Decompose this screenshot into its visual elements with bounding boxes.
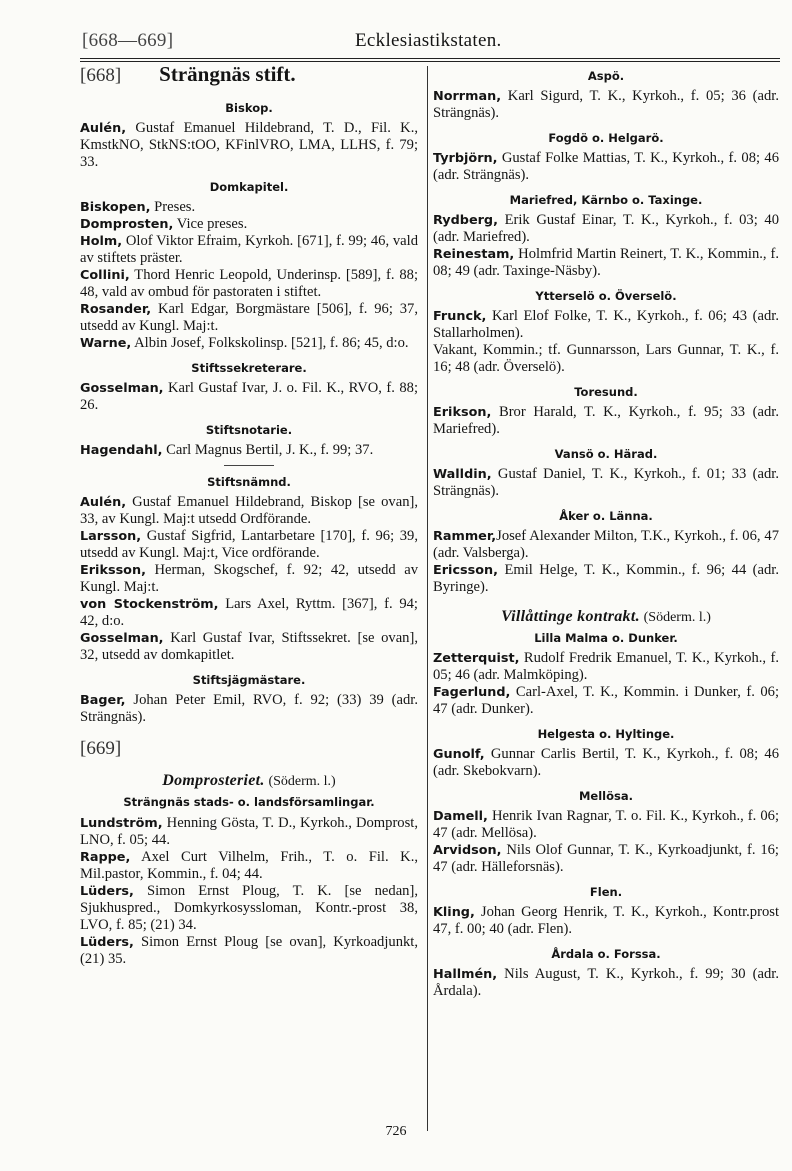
diocese-title: Strängnäs stift.	[159, 62, 296, 86]
entry-name: Warne,	[80, 336, 132, 351]
entry-text: Johan Peter Emil, RVO, f. 92; (33) 39 (adr. Strängnäs).	[80, 692, 418, 725]
entry-name: Erikson,	[433, 405, 492, 420]
section-heading: Domkapitel.	[209, 180, 289, 194]
separator-rule	[224, 465, 274, 466]
entry	[80, 528, 418, 562]
entry-name: Zetterquist,	[433, 651, 520, 666]
right-sections	[433, 68, 779, 596]
entry-text: Simon Ernst Ploug, T. K. [se nedan], Sjukhuspred., Domkyrkosyssloman, Kontr.-prost 38, LVO, f. 85; (21) 34.	[80, 883, 418, 933]
entry	[433, 342, 779, 376]
entry-text: Lars Axel, Ryttm. [367], f. 94; 42, d:o.	[80, 596, 418, 629]
entry	[433, 246, 779, 280]
entry-text: Gustaf Sigfrid, Lantarbetare [170], f. 96; 39, utsedd av Kungl. Maj:t, Vice ordförande.	[80, 528, 418, 561]
section-heading: Vansö o. Härad.	[554, 447, 658, 461]
entry	[433, 562, 779, 596]
section-heading: Lilla Malma o. Dunker.	[534, 631, 678, 645]
entry	[80, 199, 418, 216]
entry-text: Simon Ernst Ploug [se ovan], Kyrkoadjunkt, (21) 35.	[80, 934, 418, 967]
entry	[80, 120, 418, 171]
entry-text: Gustaf Daniel, T. K., Kyrkoh., f. 01; 33 (adr. Strängnäs).	[433, 466, 779, 499]
section-heading: Stiftsjägmästare.	[192, 673, 306, 687]
entry-text: Gustaf Emanuel Hildebrand, T. D., Fil. K., KmstkNO, StkNS:tOO, KFinlVRO, LMA, LLHS, f. 79; 33.	[80, 120, 418, 170]
entry	[80, 630, 418, 664]
entry	[80, 494, 418, 528]
kontrakt-region: (Söderm. l.)	[643, 610, 711, 625]
entry	[80, 335, 418, 352]
entry-text: Bror Harald, T. K., Kyrkoh., f. 95; 33 (adr. Mariefred).	[433, 404, 779, 437]
kontrakt-region: (Söderm. l.)	[268, 774, 336, 789]
entry	[433, 966, 779, 1000]
entry-text: Gustaf Emanuel Hildebrand, Biskop [se ovan], 33, av Kungl. Maj:t utsedd Ordförande.	[80, 494, 418, 527]
entry	[433, 904, 779, 938]
entry	[433, 528, 779, 562]
running-title: Ecklesiastikstaten.	[355, 30, 502, 51]
entry-name: Lüders,	[80, 884, 134, 899]
entry-text: Holmfrid Martin Reinert, T. K., Kommin., f. 08; 49 (adr. Taxinge-Näsby).	[433, 246, 779, 279]
entry-text: Emil Helge, T. K., Kommin., f. 96; 44 (adr. Byringe).	[433, 562, 779, 595]
entry-name: Gunolf,	[433, 747, 485, 762]
entry	[433, 88, 779, 122]
entry-text: Karl Sigurd, T. K., Kyrkoh., f. 05; 36 (adr. Strängnäs).	[433, 88, 779, 121]
entry-text: Nils August, T. K., Kyrkoh., f. 99; 30 (adr. Årdala).	[433, 966, 779, 999]
column-divider	[427, 66, 428, 1131]
section-heading: Fogdö o. Helgarö.	[548, 131, 664, 145]
entry	[433, 684, 779, 718]
entry	[433, 404, 779, 438]
entry	[80, 692, 418, 726]
entry	[80, 233, 418, 267]
entry-name: Collini,	[80, 268, 130, 283]
parish-entries	[80, 815, 418, 968]
kontrakt-heading	[80, 772, 418, 790]
entry	[80, 442, 418, 459]
diocese-heading	[80, 62, 418, 98]
kontrakt-heading-2	[433, 608, 779, 626]
right-column	[433, 66, 779, 1000]
entry-name: Rydberg,	[433, 213, 498, 228]
section-heading: Mellösa.	[578, 789, 633, 803]
entry-text: Carl Magnus Bertil, J. K., f. 99; 37.	[162, 442, 374, 458]
page-number: 726	[385, 1124, 407, 1139]
entry	[80, 883, 418, 934]
entry	[433, 650, 779, 684]
section-heading: Mariefred, Kärnbo o. Taxinge.	[509, 193, 703, 207]
entry	[433, 466, 779, 500]
kontrakt-title: Villåttinge kontrakt.	[501, 608, 640, 625]
entry-text: Rudolf Fredrik Emanuel, T. K., Kyrkoh., f. 05; 46 (adr. Malmköping).	[433, 650, 779, 683]
section-heading: Åker o. Länna.	[559, 509, 653, 523]
entry-name: von Stockenström,	[80, 597, 219, 612]
entry	[433, 212, 779, 246]
left-column	[80, 62, 418, 968]
entry-text: Albin Josef, Folkskolinsp. [521], f. 86; 45, d:o.	[131, 335, 409, 351]
entry	[433, 842, 779, 876]
entry-name: Fagerlund,	[433, 685, 511, 700]
kontrakt-title: Domprosteriet.	[162, 772, 265, 789]
entry	[433, 746, 779, 780]
entry-text: Carl-Axel, T. K., Kommin. i Dunker, f. 06; 47 (adr. Dunker).	[433, 684, 779, 717]
entry-name: Ericsson,	[433, 563, 499, 578]
page-marker: [668]	[80, 65, 122, 86]
entry-name: Tyrbjörn,	[433, 151, 498, 166]
entry	[80, 596, 418, 630]
entry-name: Rosander,	[80, 302, 152, 317]
section-heading: Årdala o. Forssa.	[551, 947, 661, 961]
entry-name: Eriksson,	[80, 563, 146, 578]
entry-name: Rammer,	[433, 529, 497, 544]
entry-text: Gunnar Carlis Bertil, T. K., Kyrkoh., f. 08; 46 (adr. Skebokvarn).	[433, 746, 779, 779]
entry-text: Olof Viktor Efraim, Kyrkoh. [671], f. 99; 46, vald av stiftets präster.	[80, 233, 418, 266]
entry-name: Holm,	[80, 234, 123, 249]
entry-name: Gosselman,	[80, 381, 164, 396]
entry-name: Walldin,	[433, 467, 492, 482]
entry	[433, 308, 779, 342]
entry-name: Arvidson,	[433, 843, 502, 858]
entry-text: Gustaf Folke Mattias, T. K., Kyrkoh., f. 08; 46 (adr. Strängnäs).	[433, 150, 779, 183]
section-heading: Aspö.	[587, 69, 625, 83]
entry-name: Domprosten,	[80, 217, 174, 232]
entry-text: Axel Curt Vilhelm, Frih., T. o. Fil. K., Mil.pastor, Kommin., f. 04; 44.	[80, 849, 418, 882]
section-heading: Stiftsnotarie.	[205, 423, 293, 437]
entry	[80, 934, 418, 968]
entry	[433, 808, 779, 842]
entry-text: Thord Henric Leopold, Underinsp. [589], f. 88; 48, vald av ombud för pastoraten i stiftet.	[80, 267, 418, 300]
entry	[80, 562, 418, 596]
section-heading: Toresund.	[574, 385, 638, 399]
section-heading: Ytterselö o. Överselö.	[535, 289, 677, 303]
right-sections-2	[433, 630, 779, 1000]
section-heading: Stiftsnämnd.	[207, 475, 291, 489]
entry-text: Erik Gustaf Einar, T. K., Kyrkoh., f. 03; 40 (adr. Mariefred).	[433, 212, 779, 245]
entry-text: Nils Olof Gunnar, T. K., Kyrkoadjunkt, f. 16; 47 (adr. Hälleforsnäs).	[433, 842, 779, 875]
entry-name: Bager,	[80, 693, 126, 708]
entry-name: Reinestam,	[433, 247, 515, 262]
entry-text: Karl Gustaf Ivar, J. o. Fil. K., RVO, f. 88; 26.	[80, 380, 418, 413]
entry-name: Gosselman,	[80, 631, 164, 646]
entry-name: Hallmén,	[433, 967, 498, 982]
entry-text: Preses.	[150, 199, 196, 215]
entry-name: Biskopen,	[80, 200, 151, 215]
entry-name: Larsson,	[80, 529, 142, 544]
entry	[80, 849, 418, 883]
entry-name: Aulén,	[80, 121, 127, 136]
section-heading: Flen.	[589, 885, 623, 899]
entry-text: Johan Georg Henrik, T. K., Kyrkoh., Kontr.prost 47, f. 00; 40 (adr. Flen).	[433, 904, 779, 937]
entry-name: Hagendahl,	[80, 443, 163, 458]
entry-name: Aulén,	[80, 495, 127, 510]
entry-text: Karl Edgar, Borgmästare [506], f. 96; 37, utsedd av Kungl. Maj:t.	[80, 301, 418, 334]
entry-text: Henrik Ivan Ragnar, T. o. Fil. K., Kyrkoh., f. 06; 47 (adr. Mellösa).	[433, 808, 779, 841]
entry-name: Rappe,	[80, 850, 131, 865]
entry	[80, 267, 418, 301]
entry	[80, 815, 418, 849]
left-sections	[80, 100, 418, 726]
entry	[80, 301, 418, 335]
entry-name: Kling,	[433, 905, 475, 920]
section-heading: Helgesta o. Hyltinge.	[537, 727, 675, 741]
entry	[433, 150, 779, 184]
entry-name: Frunck,	[433, 309, 487, 324]
page-range: [668—669]	[82, 30, 174, 51]
entry-name: Lüders,	[80, 935, 134, 950]
entry-text: Vice preses.	[173, 216, 248, 232]
entry-name: Norrman,	[433, 89, 502, 104]
entry-text: Josef Alexander Milton, T.K., Kyrkoh., f. 06, 47 (adr. Valsberga).	[433, 528, 779, 561]
section-heading: Stiftssekreterare.	[191, 361, 307, 375]
entry-text: Herman, Skogschef, f. 92; 42, utsedd av Kungl. Maj:t.	[80, 562, 418, 595]
entry-text: Karl Gustaf Ivar, Stiftssekret. [se ovan], 32, utsedd av domkapitlet.	[80, 630, 418, 663]
parish-heading: Strängnäs stads- o. landsförsamlingar.	[123, 795, 375, 809]
entry-name: Lundström,	[80, 816, 163, 831]
entry-name: Damell,	[433, 809, 488, 824]
entry	[80, 216, 418, 233]
entry-text: Vakant, Kommin.; tf. Gunnarsson, Lars Gunnar, T. K., f. 16; 48 (adr. Överselö).	[433, 342, 779, 375]
entry-text: Karl Elof Folke, T. K., Kyrkoh., f. 06; 43 (adr. Stallarholmen).	[433, 308, 779, 341]
section-heading: Biskop.	[225, 101, 273, 115]
page-marker-2: [669]	[80, 738, 122, 759]
entry-text: Henning Gösta, T. D., Kyrkoh., Domprost, LNO, f. 05; 44.	[80, 815, 418, 848]
entry	[80, 380, 418, 414]
